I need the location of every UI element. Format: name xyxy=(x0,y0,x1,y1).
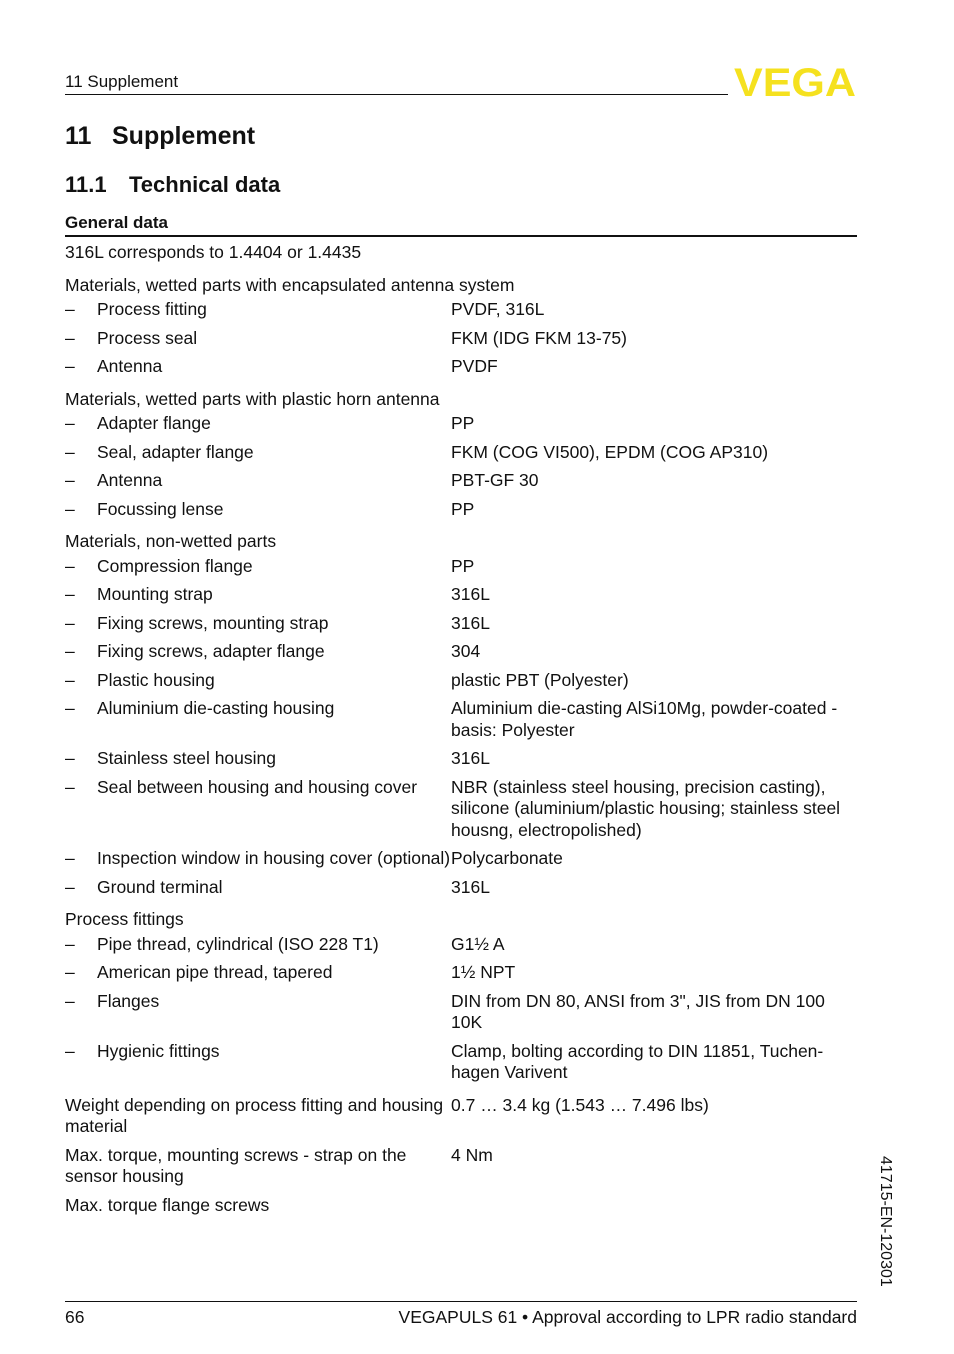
technical-data-content xyxy=(65,242,857,1223)
list-dash: – xyxy=(65,776,75,797)
spec-group-title: Materials, non-wetted parts xyxy=(65,531,277,551)
spec-row xyxy=(65,413,857,435)
spec-row xyxy=(65,1145,857,1188)
spec-label: American pipe thread, tapered xyxy=(97,962,333,982)
spec-value: 316L xyxy=(451,584,490,604)
document-title: VEGAPULS 61 • Approval according to LPR radio standard xyxy=(398,1307,857,1327)
spec-row xyxy=(65,613,857,635)
spec-row xyxy=(65,670,857,692)
chapter-title: Supplement xyxy=(112,122,256,150)
spec-row xyxy=(65,641,857,663)
spec-row xyxy=(65,748,857,770)
header-rule xyxy=(65,94,728,95)
list-dash: – xyxy=(65,748,75,768)
spec-label: Fixing screws, mounting strap xyxy=(97,612,329,633)
list-dash: – xyxy=(65,498,75,519)
spec-value: PP xyxy=(451,498,475,519)
document-code: 41715-EN-120301 xyxy=(877,1156,894,1287)
list-dash: – xyxy=(65,641,75,661)
spec-row xyxy=(65,470,857,492)
spec-row xyxy=(65,328,857,350)
subsection-heading: General data xyxy=(65,213,168,232)
spec-group xyxy=(65,531,857,898)
subsection-rule xyxy=(65,235,857,237)
list-dash: – xyxy=(65,962,75,982)
spec-label: Seal between housing and housing cover xyxy=(97,776,418,797)
list-dash: – xyxy=(65,990,75,1011)
spec-row xyxy=(65,299,857,321)
list-dash: – xyxy=(65,612,75,633)
spec-group-title: Materials, wetted parts with encapsulated antenna system xyxy=(65,274,515,295)
spec-label: Aluminium die-casting housing xyxy=(97,698,335,718)
spec-value: PVDF xyxy=(451,356,498,376)
spec-row xyxy=(65,962,857,984)
list-dash: – xyxy=(65,669,75,690)
vega-logo-text: VEGA xyxy=(734,64,856,100)
spec-label: Hygienic fittings xyxy=(97,1040,220,1061)
spec-row xyxy=(65,877,857,899)
spec-row xyxy=(65,1095,857,1138)
spec-row xyxy=(65,499,857,521)
spec-label: Antenna xyxy=(97,356,163,376)
spec-label: Process fitting xyxy=(97,299,207,319)
spec-row xyxy=(65,777,857,842)
intro-text: 316L corresponds to 1.4404 or 1.4435 xyxy=(65,242,362,262)
section-title: Technical data xyxy=(129,172,281,197)
spec-row xyxy=(65,442,857,464)
spec-value: 4 Nm xyxy=(451,1144,493,1165)
list-dash: – xyxy=(65,555,75,576)
spec-group xyxy=(65,389,857,521)
spec-value xyxy=(451,1195,857,1217)
spec-label: Flanges xyxy=(97,990,160,1011)
spec-value: PP xyxy=(451,555,475,576)
spec-label: Weight depending on process fitting and housing material xyxy=(65,1094,444,1136)
spec-value: FKM (IDG FKM 13-75) xyxy=(451,327,627,348)
spec-label: Mounting strap xyxy=(97,584,213,604)
spec-top-rows xyxy=(65,1095,857,1217)
list-dash: – xyxy=(65,413,75,433)
spec-label: Process seal xyxy=(97,327,198,348)
spec-row xyxy=(65,991,857,1034)
vega-logo xyxy=(734,64,858,100)
spec-value: 304 xyxy=(451,641,481,661)
spec-row xyxy=(65,698,857,741)
spec-row xyxy=(65,848,857,870)
page-number: 66 xyxy=(65,1307,85,1327)
spec-value: PP xyxy=(451,413,475,433)
list-dash: – xyxy=(65,299,75,319)
spec-value: Polycarbonate xyxy=(451,848,563,868)
spec-label: Fixing screws, adapter flange xyxy=(97,641,325,661)
chapter-heading xyxy=(65,122,255,151)
list-dash: – xyxy=(65,698,75,718)
spec-row xyxy=(65,1041,857,1084)
spec-group xyxy=(65,275,857,378)
spec-label: Ground terminal xyxy=(97,876,223,897)
section-number: 11.1 xyxy=(65,172,107,197)
spec-label: Compression flange xyxy=(97,555,253,576)
list-dash: – xyxy=(65,1040,75,1061)
spec-value: 316L xyxy=(451,612,490,633)
spec-label: Inspection window in housing cover (optional) xyxy=(97,848,451,868)
list-dash: – xyxy=(65,327,75,348)
running-header: 11 Supplement xyxy=(65,72,179,91)
spec-group-title: Process fittings xyxy=(65,909,184,929)
list-dash: – xyxy=(65,356,75,376)
spec-group xyxy=(65,909,857,1084)
spec-value: plastic PBT (Polyester) xyxy=(451,669,629,690)
spec-groups xyxy=(65,275,857,1084)
spec-value: PBT-GF 30 xyxy=(451,470,539,490)
spec-label: Seal, adapter flange xyxy=(97,441,254,462)
spec-row xyxy=(65,584,857,606)
spec-value: FKM (COG VI500), EPDM (COG AP310) xyxy=(451,441,769,462)
spec-value: 316L xyxy=(451,876,490,897)
spec-value: 1½ NPT xyxy=(451,962,516,982)
list-dash: – xyxy=(65,848,75,868)
spec-row xyxy=(65,1195,857,1217)
spec-label: Antenna xyxy=(97,470,163,490)
spec-label: Focussing lense xyxy=(97,498,224,519)
spec-label: Stainless steel housing xyxy=(97,748,276,768)
spec-label: Pipe thread, cylindrical (ISO 228 T1) xyxy=(97,933,379,954)
spec-label: Max. torque flange screws xyxy=(65,1194,270,1215)
section-heading xyxy=(65,172,280,198)
spec-label: Plastic housing xyxy=(97,669,215,690)
spec-label: Max. torque, mounting screws - strap on the sensor housing xyxy=(65,1144,407,1186)
spec-value: Clamp, bolting according to DIN 11851, Tuchen-hagen Varivent xyxy=(451,1040,824,1082)
spec-value: DIN from DN 80, ANSI from 3", JIS from DN 100 10K xyxy=(451,990,825,1032)
spec-row xyxy=(65,934,857,956)
footer-rule xyxy=(65,1301,857,1302)
spec-group-title: Materials, wetted parts with plastic horn antenna xyxy=(65,388,440,409)
spec-label: Adapter flange xyxy=(97,413,211,433)
spec-value: 316L xyxy=(451,748,490,768)
list-dash: – xyxy=(65,876,75,897)
list-dash: – xyxy=(65,441,75,462)
spec-value: PVDF, 316L xyxy=(451,299,545,319)
spec-value: NBR (stainless steel housing, precision casting), silicone (aluminium/plastic housing; stainless steel housng, electropolished) xyxy=(451,776,841,840)
chapter-number: 11 xyxy=(65,122,92,150)
spec-row xyxy=(65,356,857,378)
spec-value: G1½ A xyxy=(451,933,505,954)
spec-value: 0.7 … 3.4 kg (1.543 … 7.496 lbs) xyxy=(451,1094,709,1115)
list-dash: – xyxy=(65,584,75,604)
spec-value: Aluminium die-casting AlSi10Mg, powder-coated - basis: Polyester xyxy=(451,698,838,740)
list-dash: – xyxy=(65,470,75,490)
list-dash: – xyxy=(65,933,75,954)
spec-row xyxy=(65,556,857,578)
